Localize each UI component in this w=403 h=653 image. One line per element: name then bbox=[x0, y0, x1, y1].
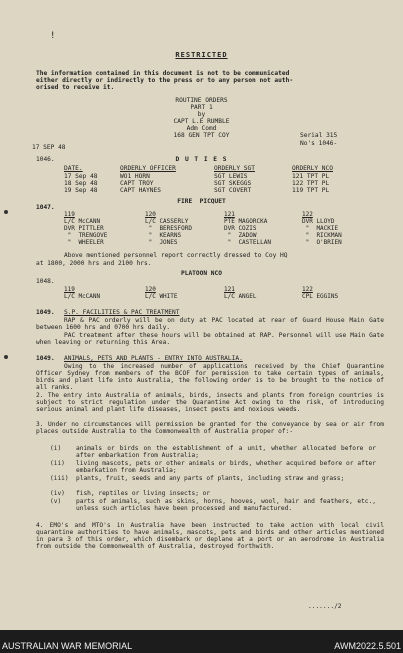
item-text: parts of animals, such as skins, horns, hooves, wool, hair and feathers, etc., unless such articles have been processed and manufactured. bbox=[76, 498, 376, 512]
sp-facilities-number: 1049. bbox=[36, 309, 55, 316]
platoon-unit: 122 bbox=[302, 286, 313, 293]
picquet-member: PTE MAGORCKA bbox=[224, 218, 268, 225]
warning-line-1: The information contained in this document is not to be communicated bbox=[36, 70, 290, 77]
picquet-unit: 119 bbox=[64, 211, 75, 218]
animals-para-2: 2. The entry into Australia of animals, birds, insects and plants from foreign countries is subject to strict regulation under the Quarantine Act owing to the risk, of introducing serious animal and plant life diseases, insect pests and noxious weeds. bbox=[36, 392, 384, 413]
classification: RESTRICTED bbox=[175, 51, 228, 59]
title-by: by bbox=[197, 111, 206, 118]
duties-col-nco: ORDERLY NCO bbox=[292, 165, 333, 172]
title-unit: 168 GEN TPT COY bbox=[173, 132, 230, 139]
punch-hole bbox=[4, 210, 8, 214]
serial-number: Serial 315 bbox=[300, 132, 338, 139]
punch-hole bbox=[4, 355, 8, 359]
picquet-note-2: at 1800, 2000 hrs and 2100 hrs. bbox=[36, 260, 152, 267]
sp-facilities-text-1: RAP & PAC orderly will be on duty at PAC located at rear of Guard House Main Gate between 1600 hrs and 0700 hrs daily. bbox=[36, 317, 384, 331]
picquet-member: L/C McCANN bbox=[64, 218, 101, 225]
title-routine-orders: ROUTINE ORDERS bbox=[175, 97, 228, 104]
footer-institution: AUSTRALIAN WAR MEMORIAL bbox=[2, 641, 133, 651]
duty-sgt: SGT COVERT bbox=[214, 187, 252, 194]
animals-para-3: 3. Under no circumstances will permission be granted for the conveyance by sea or air from places outside Australia to the Commonwealth of Australia proper of:- bbox=[36, 421, 384, 435]
picquet-member: " BERESFORD bbox=[145, 225, 192, 232]
picquet-unit: 120 bbox=[145, 211, 156, 218]
page-continuation: ......./2 bbox=[308, 603, 342, 610]
item-number: (ii) bbox=[50, 460, 65, 467]
duties-col-date: DATE. bbox=[64, 165, 83, 172]
animals-heading: ANIMALS, PETS AND PLANTS - ENTRY INTO AUSTRALIA. bbox=[64, 355, 243, 362]
platoon-nco-name: L/C McCANN bbox=[64, 293, 101, 300]
duty-sgt: SGT LEWIS bbox=[214, 173, 248, 180]
sp-facilities-text-2: PAC treatment after these hours will be obtained at RAP. Personnel will use Main Gate when leaving or returning this Area. bbox=[36, 332, 384, 346]
item-number: (iv) bbox=[50, 490, 65, 497]
title-name: CAPT L.E RUMBLE bbox=[173, 118, 230, 125]
order-numbers: No's 1046- bbox=[300, 140, 338, 147]
item-number: (i) bbox=[50, 445, 62, 452]
item-text: living mascots, pets or other animals or birds, whether acquired before or after embarkation from Australia; bbox=[76, 460, 376, 474]
title-role: Adm Comd bbox=[186, 125, 217, 132]
item-number: (v) bbox=[50, 498, 62, 505]
picquet-member: " KEARNS bbox=[145, 232, 182, 239]
duty-officer: CAPT TROY bbox=[120, 180, 154, 187]
duty-nco: 121 TPT PL bbox=[292, 173, 330, 180]
archive-footer bbox=[0, 630, 403, 653]
picquet-member: DVR PITTLER bbox=[64, 225, 104, 232]
duties-number: 1046. bbox=[36, 156, 55, 163]
footer-accession: AWM2022.5.501 bbox=[334, 641, 401, 651]
animals-para-4: 4. EMO's and MTO's in Australia have been instructed to take action with local civil quarantine authorities to have animals, mascots, pets and birds and other articles mentioned in para 3 of this order, which disembark or deplane at a port or an aerodrome in Australia from outside the Commonwealth of Australia, destroyed forthwith. bbox=[36, 522, 384, 550]
item-text: fish, reptiles or living insects; or bbox=[76, 490, 211, 497]
picquet-member: " TRENGOVE bbox=[64, 232, 108, 239]
platoon-unit: 121 bbox=[224, 286, 235, 293]
fire-picquet-number: 1047. bbox=[36, 204, 55, 211]
duties-col-officer: ORDERLY OFFICER bbox=[120, 165, 176, 172]
animals-para-1: Owing to the increased number of applications received by the Chief Quarantine Officer Sydney from members of the BCOF for permission to take certain types of animals, birds and plant life into Australia, the following order is to be brought to the notice of all ranks. bbox=[36, 363, 384, 391]
fire-picquet-heading: FIRE PICQUET bbox=[177, 198, 226, 205]
duties-col-sgt: ORDERLY SGT bbox=[214, 165, 255, 172]
picquet-member: " ZADOW bbox=[224, 232, 257, 239]
duty-date: 19 Sep 48 bbox=[64, 187, 98, 194]
platoon-nco-number: 1048. bbox=[36, 278, 55, 285]
platoon-unit: 119 bbox=[64, 286, 75, 293]
picquet-member: L/C CASSERLY bbox=[145, 218, 189, 225]
duty-date: 17 Sep 48 bbox=[64, 173, 98, 180]
duty-sgt: SGT SKEGGS bbox=[214, 180, 252, 187]
platoon-unit: 120 bbox=[145, 286, 156, 293]
picquet-unit: 121 bbox=[224, 211, 235, 218]
sp-facilities-heading: S.P. FACILITIES & PAC TREATMENT bbox=[64, 309, 180, 316]
picquet-member: DVR LLOYD bbox=[302, 218, 335, 225]
title-part: PART 1 bbox=[190, 104, 213, 111]
picquet-member: " MACKIE bbox=[302, 225, 339, 232]
item-number: (iii) bbox=[50, 475, 69, 482]
duty-date: 18 Sep 48 bbox=[64, 180, 98, 187]
warning-line-2: either directly or indirectly to the press or to any person not auth- bbox=[36, 77, 294, 84]
duty-officer: WO1 HORN bbox=[120, 173, 150, 180]
picquet-member: DVR COZIS bbox=[224, 225, 257, 232]
platoon-nco-name: L/C WHITE bbox=[145, 293, 178, 300]
picquet-member: " O'BRIEN bbox=[302, 239, 342, 246]
item-text: animals or birds on the establishment of a unit, whether allocated before or after embarkation from Australia; bbox=[76, 445, 376, 459]
duty-nco: 122 TPT PL bbox=[292, 180, 330, 187]
duty-officer: CAPT HAYNES bbox=[120, 187, 161, 194]
picquet-member: " CASTELLAN bbox=[224, 239, 271, 246]
picquet-member: " WHEELER bbox=[64, 239, 104, 246]
margin-mark: ! bbox=[50, 31, 56, 41]
platoon-nco-name: CPL EGGINS bbox=[302, 293, 339, 300]
animals-number: 1049. bbox=[36, 355, 55, 362]
order-date: 17 SEP 48 bbox=[32, 144, 66, 151]
platoon-nco-heading: PLATOON NCO bbox=[181, 270, 222, 277]
warning-line-3: orised to receive it. bbox=[36, 84, 115, 91]
platoon-nco-name: L/C ANGEL bbox=[224, 293, 257, 300]
picquet-member: " RICKMAN bbox=[302, 232, 342, 239]
picquet-member: " JONES bbox=[145, 239, 178, 246]
duties-heading: D U T I E S bbox=[175, 156, 228, 163]
picquet-unit: 122 bbox=[302, 211, 313, 218]
duty-nco: 119 TPT PL bbox=[292, 187, 330, 194]
picquet-note-1: Above mentioned personnel report correctly dressed to Coy HQ bbox=[64, 252, 288, 259]
item-text: plants, fruit, seeds and any parts of plants, including straw and grass; bbox=[76, 475, 345, 482]
